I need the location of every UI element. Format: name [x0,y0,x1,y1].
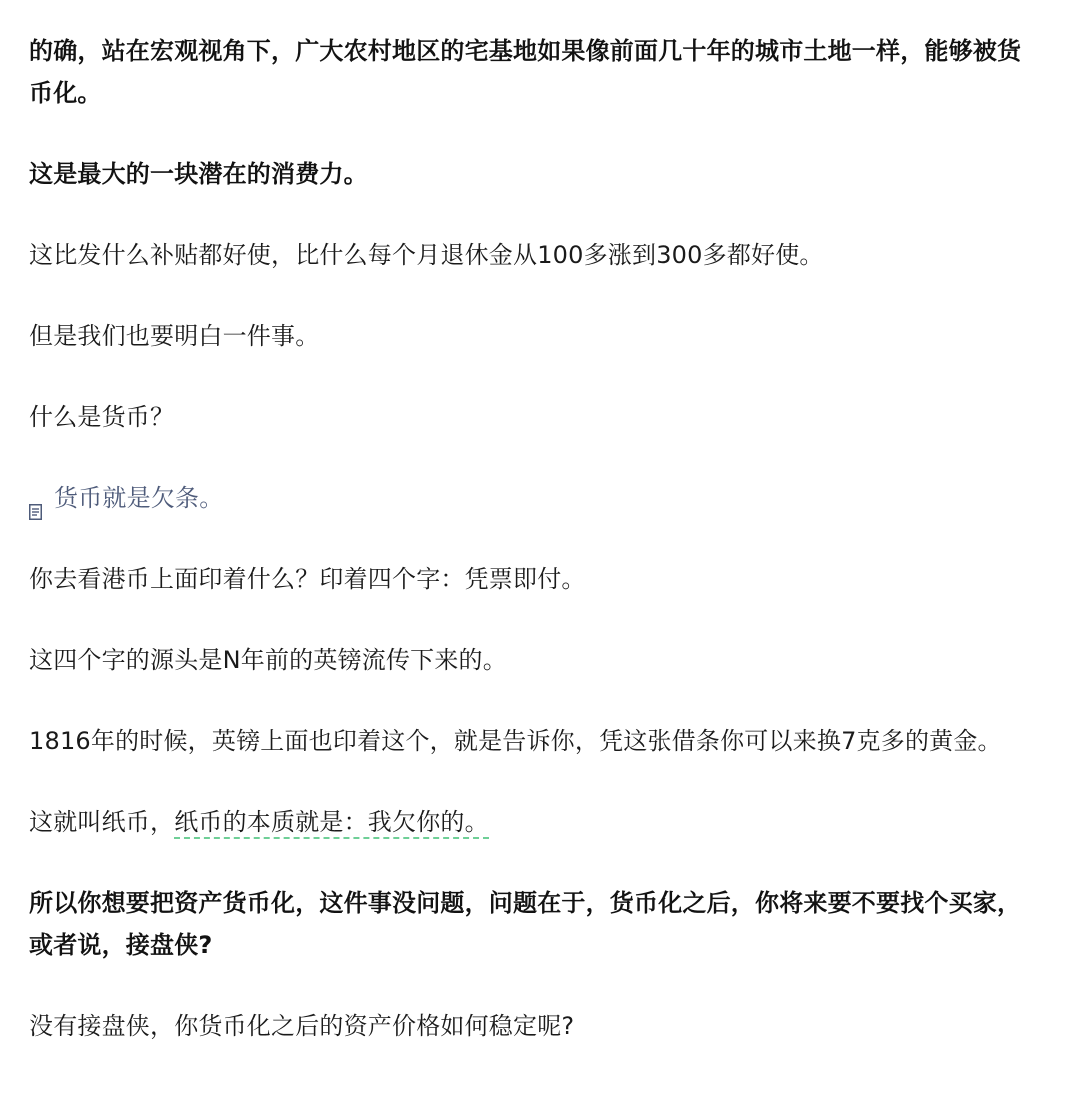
paragraph-3: 这比发什么补贴都好使，比什么每个月退休金从100多涨到300多都好使。 [29,241,824,269]
paragraph-7: 你去看港币上面印着什么？印着四个字：凭票即付。 [29,565,586,593]
paragraph-10 [29,801,1043,843]
paragraph-10-prefix: 这就叫纸币， [29,808,175,836]
related-article-link-text[interactable]: 货币就是欠条。 [54,484,224,512]
paragraph-11: 所以你想要把资产货币化，这件事没问题，问题在于，货币化之后，你将来要不要找个买家，或者说，接盘侠? [29,889,1022,959]
paragraph-8: 这四个字的源头是N年前的英镑流传下来的。 [29,646,507,674]
paragraph-9: 1816年的时候，英镑上面也印着这个，就是告诉你，凭这张借条你可以来换7克多的黄金。 [29,727,1002,755]
annotated-phrase[interactable]: 纸币的本质就是：我欠你的。 [174,808,489,839]
paragraph-2: 这是最大的一块潜在的消费力。 [29,160,368,188]
paragraph-1: 的确，站在宏观视角下，广大农村地区的宅基地如果像前面几十年的城市土地一样，能够被货币化。 [29,37,1022,107]
paragraph-5: 什么是货币？ [29,403,175,431]
document-icon [29,491,42,507]
paragraph-4: 但是我们也要明白一件事。 [29,322,320,350]
related-article-link[interactable] [29,477,1043,519]
paragraph-12: 没有接盘侠，你货币化之后的资产价格如何稳定呢? [29,1012,575,1040]
